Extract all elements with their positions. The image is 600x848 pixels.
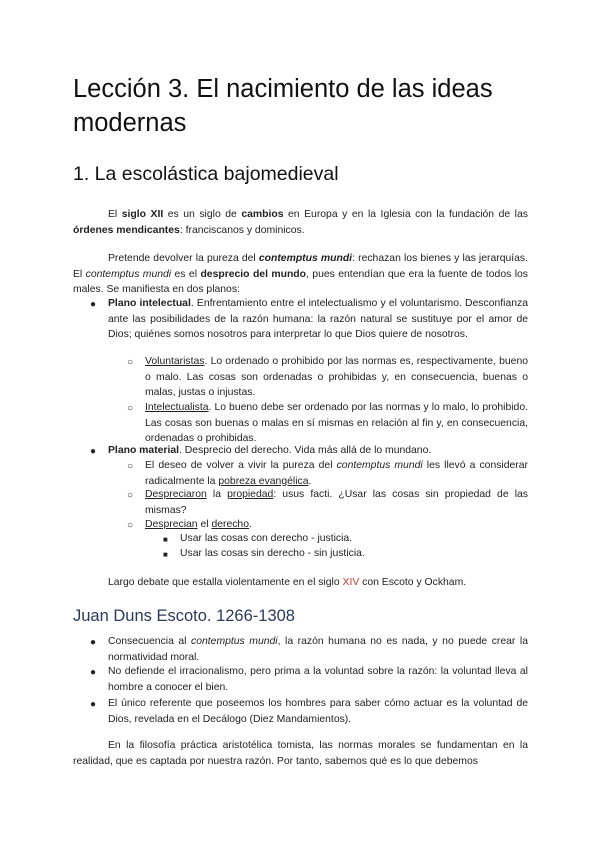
derecho-item: Desprecian el derecho. [145,519,252,530]
bullet-dot-icon: ● [90,637,97,648]
duns-item-3: El único referente que poseemos los hombres para saber cómo actuar es la voluntad de Dios, revelada en el Decálogo (Diez Mandamientos). [108,698,528,725]
section-title: 1. La escolástica bajomedieval [73,163,339,185]
intelectualista-item: Intelectualista. Lo bueno debe ser ordenado por las normas y lo malo, lo prohibido. Las cosas son buenas o malas en sí mismas en relación al fin y, en consecuencia, ordenadas o prohibidas. [145,402,528,444]
bullet-dot-icon: ● [90,446,97,457]
voluntaristas-item: Voluntaristas. Lo ordenado o prohibido por las normas es, respectivamente, bueno o malo. Las cosas son ordenadas o prohibidas y, en consecuencia, buenas o malas, justas o injustas. [145,356,528,398]
final-paragraph: En la filosofía práctica aristotélica tomista, las normas morales se fundamentan en la realidad, que es captada por nuestra razón. Por tanto, sabemos qué es lo que debemos [73,740,528,767]
duns-item-1: Consecuencia al contemptus mundi, la razón humana no es nada, y no puede crear la normatividad moral. [108,636,528,663]
bullet-dot-icon: ● [90,699,97,710]
pobreza-item: El deseo de volver a vivir la pureza del contemptus mundi les llevó a considerar radicalmente la pobreza evangélica. [145,460,528,487]
bullet-dot-icon: ● [90,667,97,678]
lesson-title: Lección 3. El nacimiento de las ideas modernas [73,75,493,137]
bullet-square-icon: ■ [163,550,168,559]
debate-paragraph: Largo debate que estalla violentamente en el siglo XIV con Escoto y Ockham. [108,577,467,588]
bullet-dot-icon: ● [90,299,97,310]
intro-paragraph: El siglo XII es un siglo de cambios en Europa y en la Iglesia con la fundación de las órdenes mendicantes: franciscanos y dominicos. [73,209,528,236]
bullet-circle-icon: ○ [127,520,134,531]
duns-heading: Juan Duns Escoto. 1266-1308 [73,607,295,625]
contemptus-paragraph: Pretende devolver la pureza del contemptus mundi: rechazan los bienes y las jerarquías. El contemptus mundi es el desprecio del mundo, pues entendían que era la fuente de todos los males. Se manifiesta en dos planos: [73,253,529,295]
sin-derecho-item: Usar las cosas sin derecho - sin justicia. [180,548,365,559]
plano-material-item: Plano material. Desprecio del derecho. Vida más allá de lo mundano. [108,445,432,456]
bullet-circle-icon: ○ [127,403,134,414]
duns-item-2: No defiende el irracionalismo, pero prima a la voluntad sobre la razón: la voluntad lleva al hombre a conocer el bien. [108,666,528,693]
propiedad-item: Despreciaron la propiedad: usus facti. ¿Usar las cosas sin propiedad de las mismas? [145,489,528,516]
con-derecho-item: Usar las cosas con derecho - justicia. [180,533,353,544]
bullet-circle-icon: ○ [127,357,134,368]
bullet-circle-icon: ○ [127,490,134,501]
bullet-circle-icon: ○ [127,461,134,472]
plano-intelectual-item: Plano intelectual. Enfrentamiento entre el intelectualismo y el voluntarismo. Desconfianza ante las posibilidades de la razón humana: la razón natural se sustituye por el amor de Dios; quiénes somos nosotros para interpretar lo que Dios quiere de nosotros. [108,298,528,340]
bullet-square-icon: ■ [163,535,168,544]
